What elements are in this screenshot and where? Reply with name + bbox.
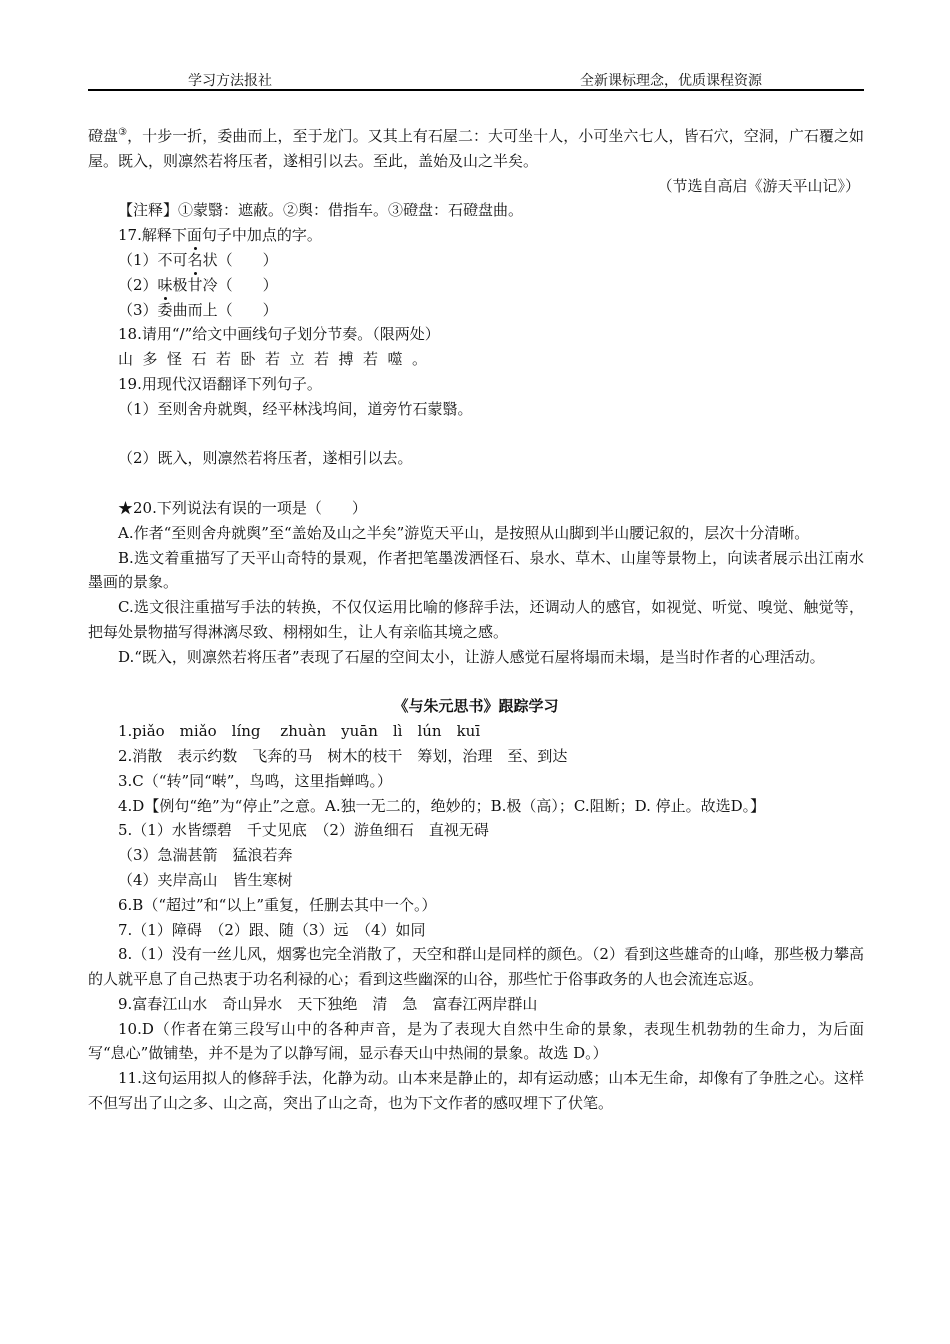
page-header xyxy=(88,70,864,91)
dotted-char: 名 xyxy=(187,250,203,269)
question-20-option-a: A.作者“至则舍舟就舆”至“盖始及山之半矣”游览天平山，是按照从山脚到半山腰记叙的，层次十分清晰。 xyxy=(118,523,810,542)
answer-7: 7.（1）障碍 （2）跟、随（3）远 （4）如同 xyxy=(118,920,426,939)
question-20: ★20.下列说法有误的一项是（ ） xyxy=(118,498,367,517)
answer-3: 3.C（“转”同“啭”，鸟鸣，这里指蝉鸣。） xyxy=(118,771,392,790)
answers-title: 《与朱元思书》跟踪学习 xyxy=(393,697,559,716)
question-19-2: （2）既入，则凛然若将压者，遂相引以去。 xyxy=(118,449,413,468)
question-20-option-b: B.选文着重描写了天平山奇特的景观，作者把笔墨泼洒怪石、泉水、草木、山崖等景物上，向读者展示出江南水墨画的景象。 xyxy=(88,548,864,592)
question-17-3: （3）委曲而上（ ） xyxy=(118,300,278,319)
dotted-char: 委 xyxy=(157,300,173,319)
question-19-1: （1）至则舍舟就舆，经平林浅坞间，道旁竹石蒙翳。 xyxy=(118,399,473,418)
passage-notes: 【注释】①蒙翳：遮蔽。②舆：借指车。③磴盘：石磴盘曲。 xyxy=(118,201,524,220)
answer-1: 1.piǎo miǎo líng zhuàn yuān lì lún kuī xyxy=(118,722,481,741)
footnote-marker: ③ xyxy=(118,127,128,138)
question-17-1: （1）不可名状（ ） xyxy=(118,250,278,269)
answer-4: 4.D【例句“绝”为“停止”之意。A.独一无二的，绝妙的；B.极（高）；C.阻断；D. 停止。故选D。】 xyxy=(118,796,766,815)
question-17: 17.解释下面句子中加点的字。 xyxy=(118,226,322,245)
document-body xyxy=(88,124,864,1116)
header-publisher: 学习方法报社 xyxy=(188,73,272,89)
answer-11: 11.这句运用拟人的修辞手法，化静为动。山本来是静止的，却有运动感；山本无生命，却像有了争胜之心。这样不但写出了山之多、山之高，突出了山之奇，也为下文作者的感叹埋下了伏笔。 xyxy=(88,1069,864,1113)
question-20-option-d: D.“既入，则凛然若将压者”表现了石屋的空间太小，让游人感觉石屋将塌而未塌，是当时作者的心理活动。 xyxy=(118,647,825,666)
answer-5-3: （3）急湍甚箭 猛浪若奔 xyxy=(118,846,293,865)
answer-2: 2.消散 表示约数 飞奔的马 树木的枝干 筹划，治理 至、到达 xyxy=(118,746,568,765)
passage-source: （节选自高启《游天平山记》） xyxy=(657,176,860,195)
answer-10: 10.D（作者在第三段写山中的各种声音，是为了表现大自然中生命的景象，表现生机勃勃的生命力，为后面写“息心”做铺垫，并不是为了以静写闹，显示春天山中热闹的景象。故选 D。） xyxy=(88,1019,864,1063)
answer-8: 8.（1）没有一丝儿风，烟雾也完全消散了，天空和群山是同样的颜色。（2）看到这些雄奇的山峰，那些极力攀高的人就平息了自己热衷于功名利禄的心；看到这些幽深的山谷，那些忙于俗事政务的人也会流连忘返。 xyxy=(88,945,864,989)
dotted-char: 甘 xyxy=(187,275,203,294)
question-18: 18.请用“/”给文中画线句子划分节奏。（限两处） xyxy=(118,325,440,344)
question-20-option-c: C.选文很注重描写手法的转换，不仅仅运用比喻的修辞手法，还调动人的感官，如视觉、听觉、嗅觉、触觉等，把每处景物描写得淋漓尽致、栩栩如生，让人有亲临其境之感。 xyxy=(88,598,864,641)
answer-9: 9.富春江山水 奇山异水 天下独绝 清 急 富春江两岸群山 xyxy=(118,994,538,1013)
question-18-sentence: 山多怪石若卧若立若搏若噬。 xyxy=(118,350,437,369)
answer-5-4: （4）夹岸高山 皆生寒树 xyxy=(118,870,293,889)
answer-5-1: 5.（1）水皆缥碧 千丈见底 （2）游鱼细石 直视无碍 xyxy=(118,821,489,840)
header-slogan: 全新课标理念，优质课程资源 xyxy=(580,73,762,89)
answer-6: 6.B（“超过”和“以上”重复，任删去其中一个。） xyxy=(118,895,437,914)
question-19: 19.用现代汉语翻译下列句子。 xyxy=(118,374,322,393)
question-17-2: （2）味极甘冷（ ） xyxy=(118,275,278,294)
passage-text: 磴盘③，十步一折，委曲而上，至于龙门。又其上有石屋二：大可坐十人，小可坐六七人，皆石穴，空洞，广石覆之如屋。既入，则凛然若将压者，遂相引以去。至此，盖始及山之半矣。 xyxy=(88,127,864,170)
